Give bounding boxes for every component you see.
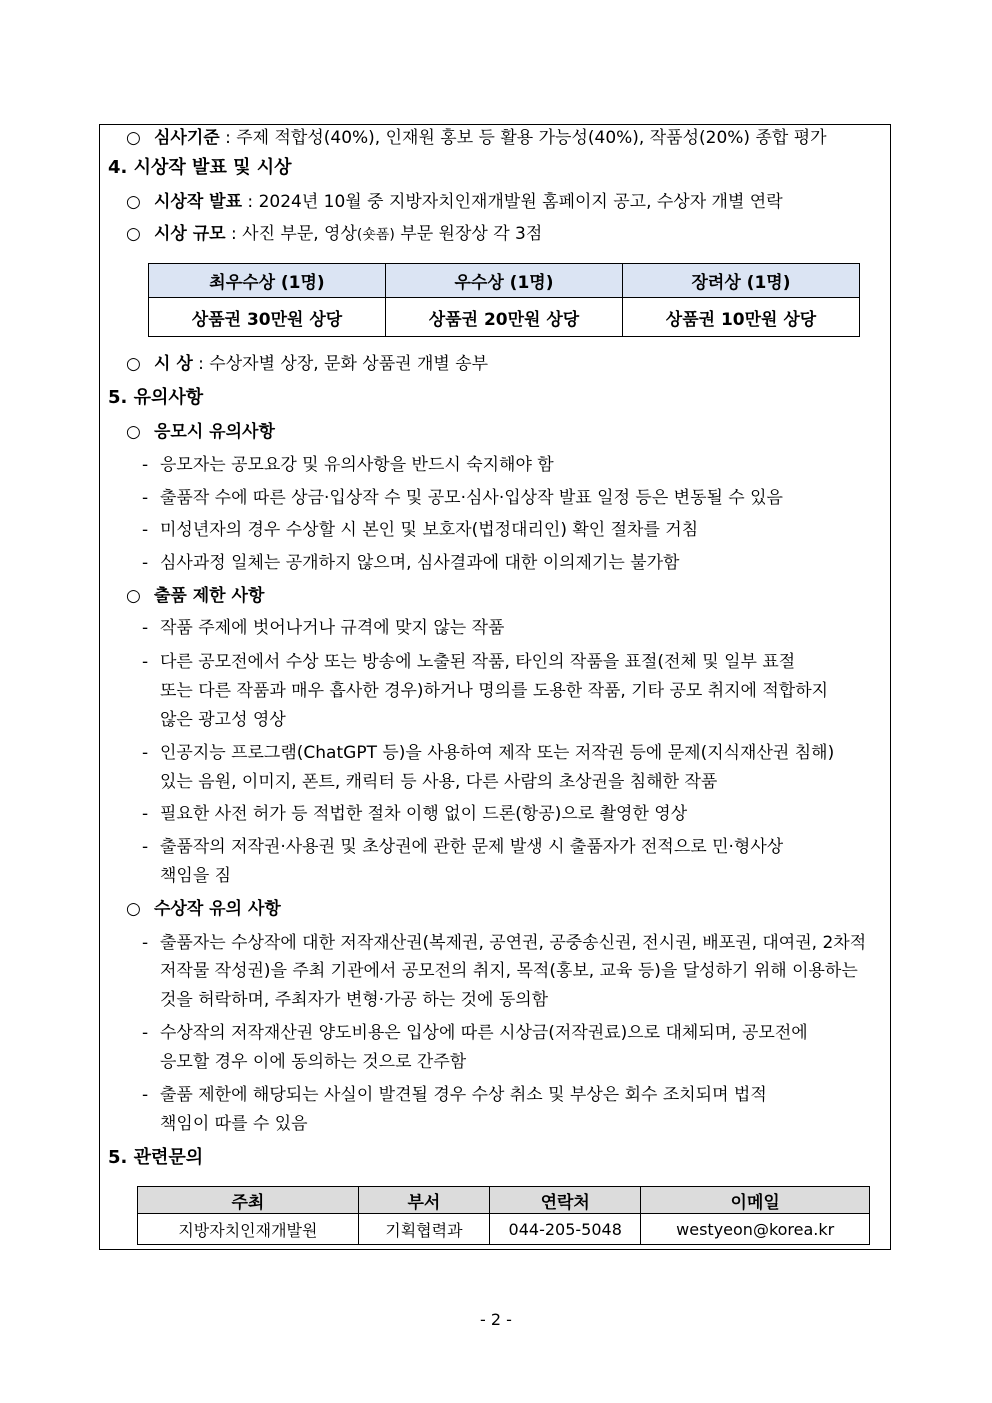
award-prize-cell: 상품권 30만원 상당: [149, 298, 386, 337]
section-contact-title: 5. 관련문의: [108, 1147, 204, 1168]
dash-bullet-icon: -: [142, 1085, 149, 1105]
list-item: [142, 487, 783, 509]
contact-table: [137, 1186, 870, 1245]
dash-bullet-icon: -: [142, 520, 149, 540]
announce-text: : 2024년 10월 중 지방자치인재개발원 홈페이지 공고, 수상자 개별 연락: [242, 192, 783, 212]
award-prize-cell: 상품권 20만원 상당: [386, 298, 623, 337]
department-cell: 기획협력과: [358, 1214, 489, 1245]
list-item-text: 인공지능 프로그램(ChatGPT 등)을 사용하여 제작 또는 저작권 등에 문제(지식재산권 침해): [160, 743, 835, 763]
ceremony-line: [126, 353, 488, 375]
award-header-cell: 장려상 (1명): [623, 264, 860, 298]
list-item-text: 필요한 사전 허가 등 적법한 절차 이행 없이 드론(항공)으로 촬영한 영상: [160, 804, 688, 824]
email-cell: westyeon@korea.kr: [641, 1214, 870, 1245]
section-5-title: 5. 유의사항: [108, 387, 204, 408]
entry-subtitle-text: 응모시 유의사항: [154, 422, 275, 442]
section-4-title: 4. 시상작 발표 및 시상: [108, 157, 292, 178]
contact-header-cell: 연락처: [490, 1187, 641, 1214]
scale-label: 시상 규모: [154, 224, 226, 244]
list-item: [142, 742, 834, 764]
contact-header-cell: 이메일: [641, 1187, 870, 1214]
award-header-row: [149, 264, 860, 298]
list-item: [142, 1084, 767, 1106]
award-table: [148, 263, 860, 337]
scale-text-b: (숏폼): [356, 227, 395, 243]
circle-bullet-icon: ○: [126, 422, 141, 442]
winner-subtitle-text: 수상작 유의 사항: [154, 899, 281, 919]
award-prize-cell: 상품권 10만원 상당: [623, 298, 860, 337]
contact-header-row: [138, 1187, 870, 1214]
list-item-text: 수상작의 저작재산권 양도비용은 입상에 따른 시상금(저작권료)으로 대체되며, 공모전에: [160, 1023, 808, 1043]
dash-bullet-icon: -: [142, 455, 149, 475]
list-item-text: 응모자는 공모요강 및 유의사항을 반드시 숙지해야 함: [160, 455, 554, 475]
contact-header-cell: 주최: [138, 1187, 359, 1214]
circle-bullet-icon: ○: [126, 224, 141, 244]
dash-bullet-icon: -: [142, 553, 149, 573]
scale-text-c: 부문 원장상 각 3점: [394, 224, 543, 244]
list-item-continuation: 책임이 따를 수 있음: [160, 1114, 308, 1134]
list-item-text: 심사과정 일체는 공개하지 않으며, 심사결과에 대한 이의제기는 불가함: [160, 553, 680, 573]
list-item: [142, 552, 679, 574]
list-item: [142, 1022, 808, 1044]
phone-cell: 044-205-5048: [490, 1214, 641, 1245]
award-header-cell: 최우수상 (1명): [149, 264, 386, 298]
announce-line: [126, 191, 783, 213]
page-number: - 2 -: [480, 1310, 512, 1329]
dash-bullet-icon: -: [142, 618, 149, 638]
scale-text-a: : 사진 부문, 영상: [225, 224, 357, 244]
scale-line: [126, 223, 542, 246]
circle-bullet-icon: ○: [126, 128, 141, 148]
ceremony-text: : 수상자별 상장, 문화 상품권 개별 송부: [192, 354, 489, 374]
winner-subtitle: [126, 898, 281, 920]
restrict-subtitle-text: 출품 제한 사항: [154, 586, 265, 606]
circle-bullet-icon: ○: [126, 586, 141, 606]
award-header-cell: 우수상 (1명): [386, 264, 623, 298]
list-item-text: 미성년자의 경우 수상할 시 본인 및 보호자(법정대리인) 확인 절차를 거침: [160, 520, 699, 540]
contact-header-cell: 부서: [358, 1187, 489, 1214]
criteria-label: 심사기준: [154, 128, 220, 148]
circle-bullet-icon: ○: [126, 899, 141, 919]
list-item: [142, 617, 504, 639]
list-item-continuation: 않은 광고성 영상: [160, 710, 286, 730]
list-item: [142, 836, 783, 858]
ceremony-label: 시 상: [154, 354, 193, 374]
list-item-text: 출품작 수에 따른 상금·입상작 수 및 공모·심사·입상작 발표 일정 등은 변동될 수 있음: [160, 488, 783, 508]
dash-bullet-icon: -: [142, 933, 149, 953]
criteria-line: [126, 127, 827, 149]
list-item: [142, 454, 554, 476]
award-prize-row: [149, 298, 860, 337]
list-item-text: 출품자는 수상작에 대한 저작재산권(복제권, 공연권, 공중송신권, 전시권, 배포권, 대여권, 2차적: [160, 933, 867, 953]
list-item-continuation: 응모할 경우 이에 동의하는 것으로 간주함: [160, 1052, 467, 1072]
dash-bullet-icon: -: [142, 652, 149, 672]
dash-bullet-icon: -: [142, 804, 149, 824]
announce-label: 시상작 발표: [154, 192, 243, 212]
list-item-continuation: 또는 다른 작품과 매우 흡사한 경우)하거나 명의를 도용한 작품, 기타 공모 취지에 적합하지: [160, 681, 829, 701]
list-item: [142, 519, 698, 541]
dash-bullet-icon: -: [142, 837, 149, 857]
list-item: [142, 651, 795, 673]
entry-subtitle: [126, 421, 275, 443]
list-item-continuation: 것을 허락하며, 주최자가 변형·가공 하는 것에 동의함: [160, 990, 549, 1010]
list-item-continuation: 있는 음원, 이미지, 폰트, 캐릭터 등 사용, 다른 사람의 초상권을 침해한 작품: [160, 772, 718, 792]
contact-data-row: [138, 1214, 870, 1245]
dash-bullet-icon: -: [142, 488, 149, 508]
circle-bullet-icon: ○: [126, 192, 141, 212]
list-item-continuation: 책임을 짐: [160, 866, 232, 886]
circle-bullet-icon: ○: [126, 354, 141, 374]
list-item-continuation: 저작물 작성권)을 주최 기관에서 공모전의 취지, 목적(홍보, 교육 등)을 달성하기 위해 이용하는: [160, 961, 858, 981]
list-item-text: 출품작의 저작권·사용권 및 초상권에 관한 문제 발생 시 출품자가 전적으로 민·형사상: [160, 837, 784, 857]
criteria-text: : 주제 적합성(40%), 인재원 홍보 등 활용 가능성(40%), 작품성(20%) 종합 평가: [219, 128, 827, 148]
restrict-subtitle: [126, 585, 264, 607]
list-item-text: 작품 주제에 벗어나거나 규격에 맞지 않는 작품: [160, 618, 505, 638]
list-item-text: 출품 제한에 해당되는 사실이 발견될 경우 수상 취소 및 부상은 회수 조치되며 법적: [160, 1085, 767, 1105]
dash-bullet-icon: -: [142, 1023, 149, 1043]
list-item-text: 다른 공모전에서 수상 또는 방송에 노출된 작품, 타인의 작품을 표절(전체 및 일부 표절: [160, 652, 796, 672]
list-item: [142, 932, 866, 954]
dash-bullet-icon: -: [142, 743, 149, 763]
list-item: [142, 803, 687, 825]
host-cell: 지방자치인재개발원: [138, 1214, 359, 1245]
